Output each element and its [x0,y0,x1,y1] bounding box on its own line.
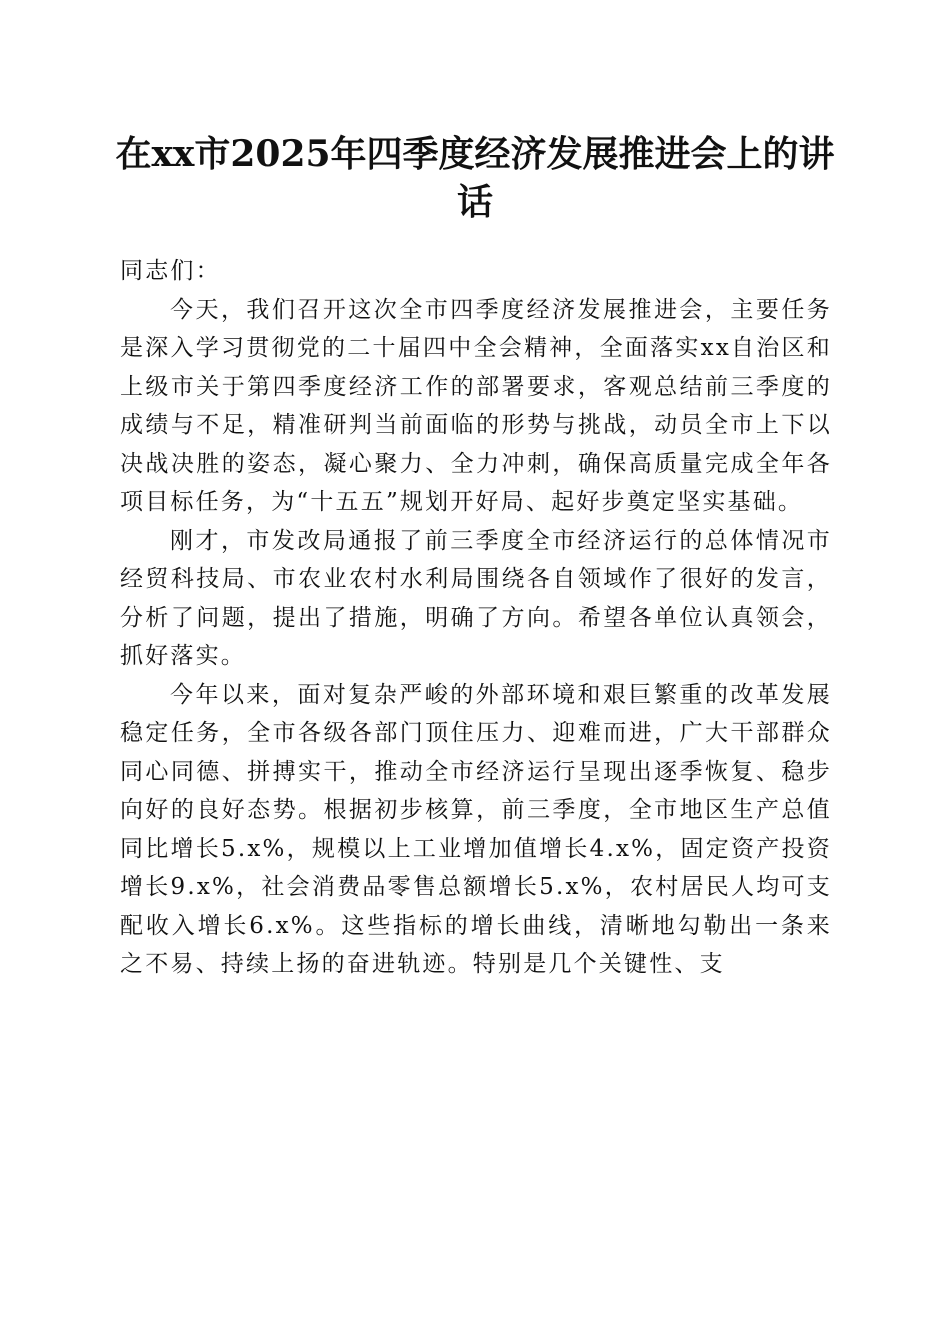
paragraph-intro: 今天，我们召开这次全市四季度经济发展推进会，主要任务是深入学习贯彻党的二十届四中全会精神，全面落实xx自治区和上级市关于第四季度经济工作的部署要求，客观总结前三季度的成绩与不足，精准研判当前面临的形势与挑战，动员全市上下以决战决胜的姿态，凝心聚力、全力冲刺，确保高质量完成全年各项目标任务，为“十五五”规划开好局、起好步奠定坚实基础。 [120,296,832,515]
document-title: 在xx市2025年四季度经济发展推进会上的讲话 [115,133,835,223]
document-body [120,252,832,984]
paragraph-performance: 今年以来，面对复杂严峻的外部环境和艰巨繁重的改革发展稳定任务，全市各级各部门顶住压力、迎难而进，广大干部群众同心同德、拼搏实干，推动全市经济运行呈现出逐季恢复、稳步向好的良好态势。根据初步核算，前三季度，全市地区生产总值同比增长5.x%，规模以上工业增加值增长4.x%，固定资产投资增长9.x%，社会消费品零售总额增长5.x%，农村居民人均可支配收入增长6.x%。这些指标的增长曲线，清晰地勾勒出一条来之不易、持续上扬的奋进轨迹。特别是几个关键性、支 [120,681,832,977]
paragraph-reports: 刚才，市发改局通报了前三季度全市经济运行的总体情况市经贸科技局、市农业农村水利局围绕各自领域作了很好的发言，分析了问题，提出了措施，明确了方向。希望各单位认真领会，抓好落实。 [120,527,832,669]
salutation: 同志们： [120,258,221,284]
